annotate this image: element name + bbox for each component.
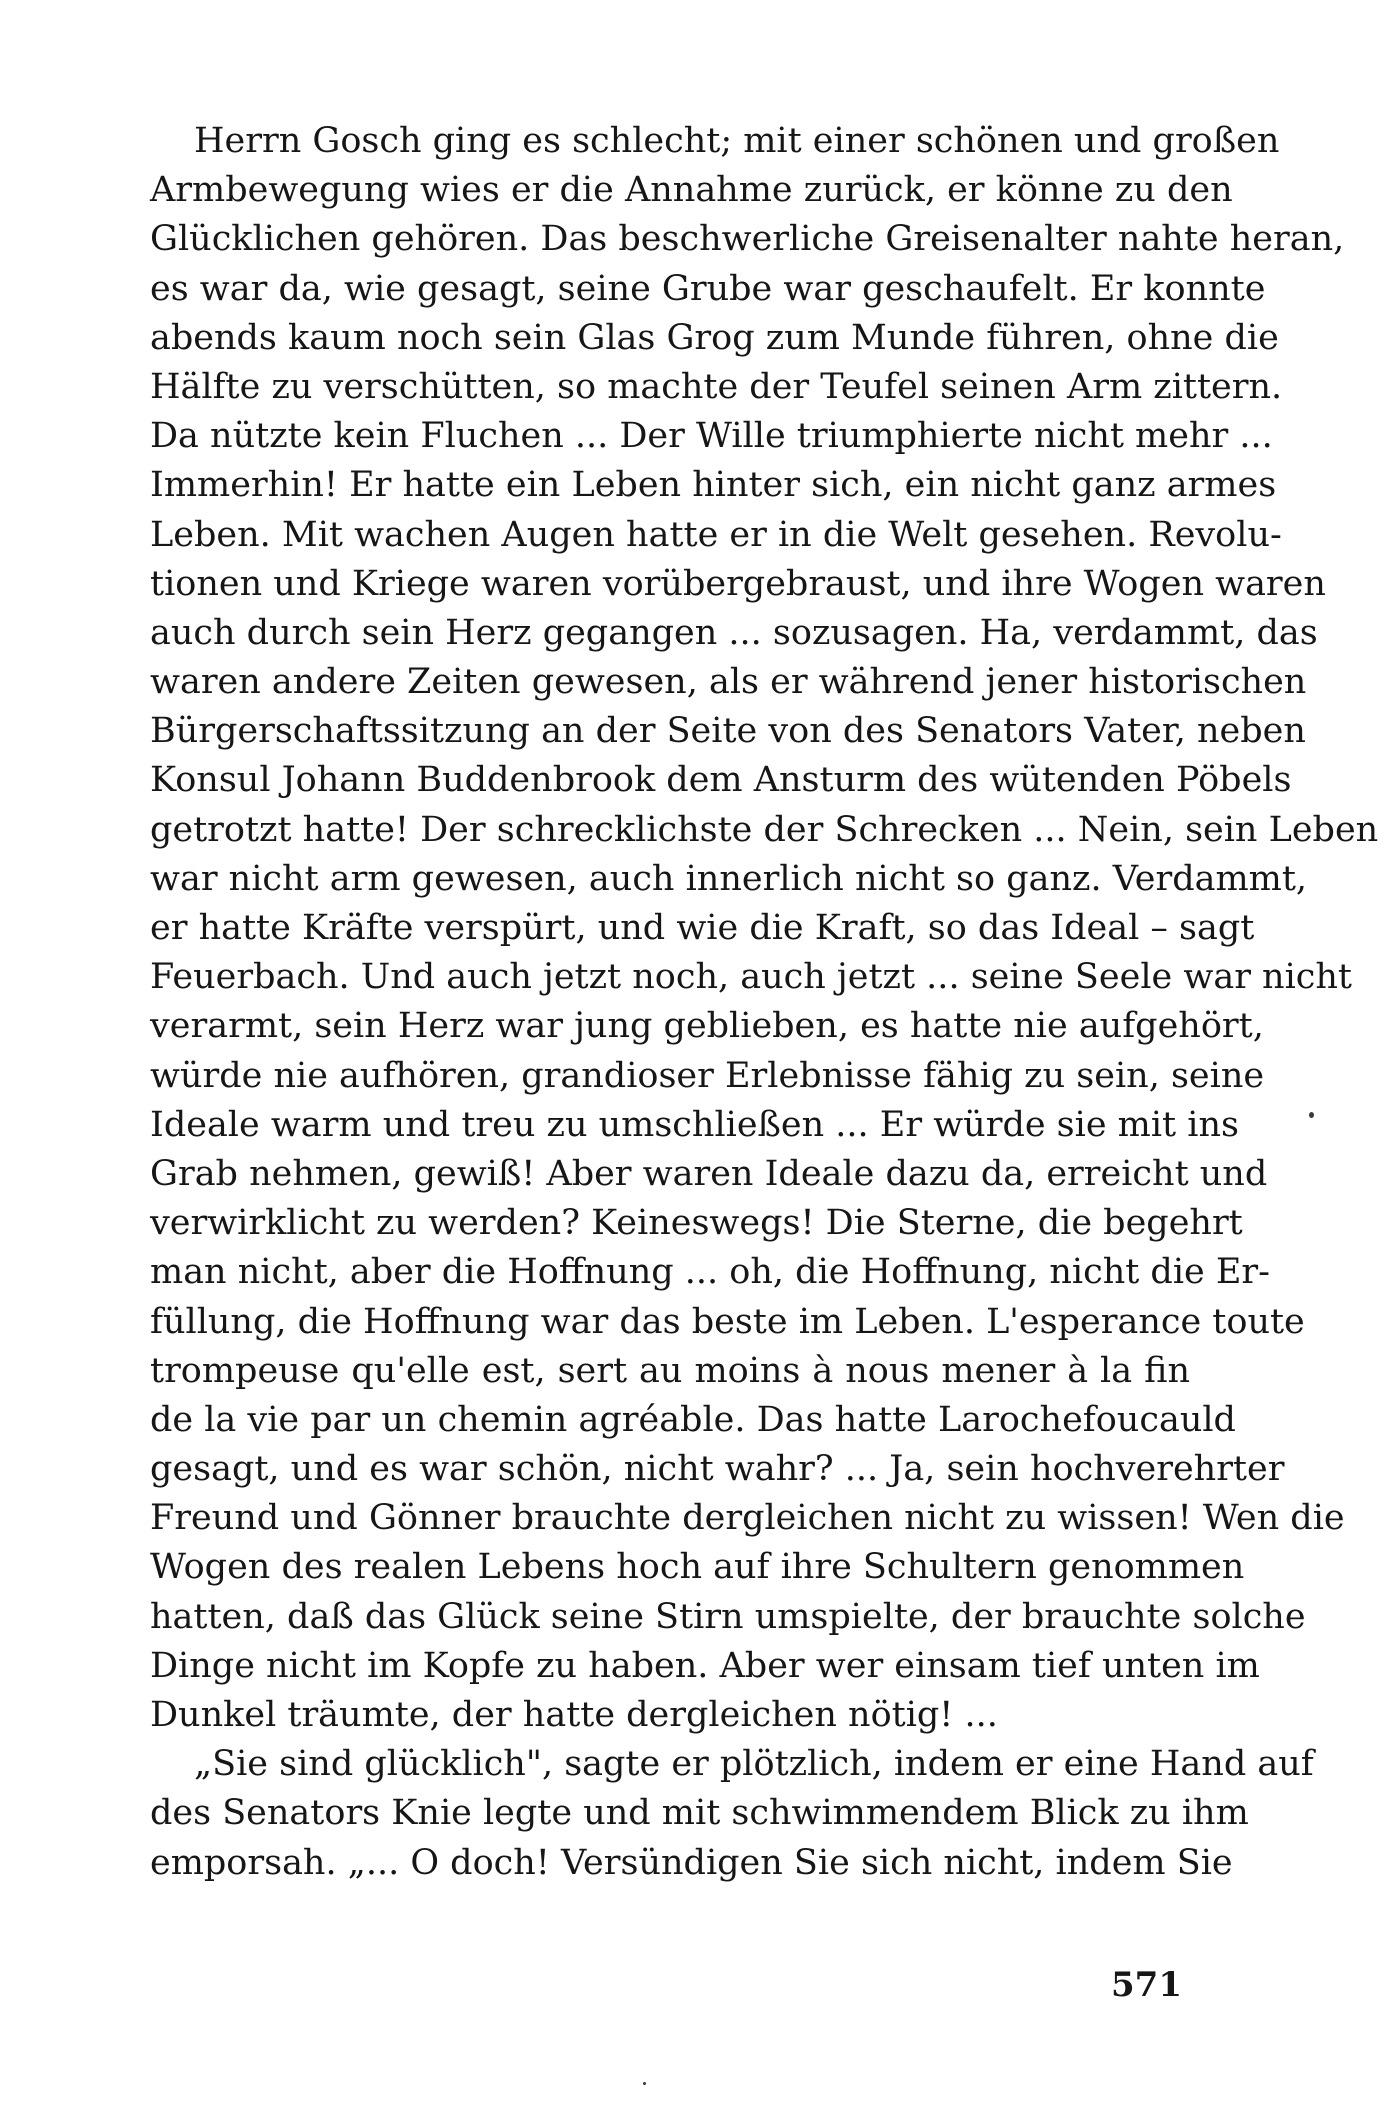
text-line: „Sie sind glücklich", sagte er plötzlich, indem er eine Hand auf bbox=[194, 1744, 1314, 1785]
text-line: Armbewegung wies er die Annahme zurück, er könne zu den bbox=[150, 170, 1233, 211]
text-line: Immerhin! Er hatte ein Leben hinter sich, ein nicht ganz armes bbox=[150, 465, 1277, 506]
text-line: emporsah. „... O doch! Versündigen Sie sich nicht, indem Sie bbox=[150, 1842, 1233, 1883]
text-line: Da nützte kein Fluchen ... Der Wille triumphierte nicht mehr ... bbox=[150, 416, 1273, 457]
text-line: würde nie aufhören, grandioser Erlebnisse fähig zu sein, seine bbox=[150, 1055, 1265, 1096]
text-line: füllung, die Hoffnung war das beste im Leben. L'esperance toute bbox=[150, 1301, 1305, 1342]
text-line: verarmt, sein Herz war jung geblieben, es hatte nie aufgehört, bbox=[150, 1006, 1264, 1047]
text-line: gesagt, und es war schön, nicht wahr? ... Ja, sein hochverehrter bbox=[150, 1449, 1285, 1490]
text-line: es war da, wie gesagt, seine Grube war geschaufelt. Er konnte bbox=[150, 268, 1266, 309]
text-line: Bürgerschaftssitzung an der Seite von des Senators Vater, neben bbox=[150, 711, 1306, 752]
text-line: verwirklicht zu werden? Keineswegs! Die Sterne, die begehrt bbox=[150, 1203, 1243, 1244]
text-line: er hatte Kräfte verspürt, und wie die Kraft, so das Ideal – sagt bbox=[150, 908, 1255, 948]
text-line: Glücklichen gehören. Das beschwerliche Greisenalter nahte heran, bbox=[150, 219, 1345, 260]
text-line: de la vie par un chemin agréable. Das hatte Larochefoucauld bbox=[150, 1399, 1236, 1440]
ink-speck bbox=[1309, 1112, 1314, 1118]
text-line: auch durch sein Herz gegangen ... sozusagen. Ha, verdammt, das bbox=[150, 612, 1318, 653]
text-line: hatten, daß das Glück seine Stirn umspielte, der brauchte solche bbox=[150, 1596, 1306, 1637]
text-line: trompeuse qu'elle est, sert au moins à nous mener à la fin bbox=[150, 1350, 1190, 1391]
text-line: war nicht arm gewesen, auch innerlich nicht so ganz. Verdammt, bbox=[150, 858, 1308, 899]
text-line: Freund und Gönner brauchte dergleichen nicht zu wissen! Wen die bbox=[150, 1498, 1345, 1539]
ink-speck bbox=[643, 2082, 646, 2085]
text-line: getrotzt hatte! Der schrecklichste der Schrecken ... Nein, sein Leben bbox=[150, 809, 1379, 850]
text-line: man nicht, aber die Hoffnung ... oh, die Hoffnung, nicht die Er- bbox=[150, 1252, 1270, 1293]
text-line: Ideale warm und treu zu umschließen ... Er würde sie mit ins bbox=[150, 1104, 1239, 1145]
body-text bbox=[150, 117, 1379, 1888]
text-line: des Senators Knie legte und mit schwimmendem Blick zu ihm bbox=[150, 1793, 1249, 1834]
text-line: Dinge nicht im Kopfe zu haben. Aber wer einsam tief unten im bbox=[150, 1645, 1260, 1686]
text-line: Leben. Mit wachen Augen hatte er in die Welt gesehen. Revolu- bbox=[150, 514, 1282, 555]
page-number: 571 bbox=[1111, 1965, 1182, 2005]
text-line: waren andere Zeiten gewesen, als er während jener historischen bbox=[150, 662, 1307, 703]
text-line: Dunkel träumte, der hatte dergleichen nötig! ... bbox=[150, 1695, 998, 1735]
text-line: Hälfte zu verschütten, so machte der Teufel seinen Arm zittern. bbox=[150, 366, 1283, 407]
text-line: tionen und Kriege waren vorübergebraust, und ihre Wogen waren bbox=[150, 563, 1326, 604]
text-line: Wogen des realen Lebens hoch auf ihre Schultern genommen bbox=[150, 1547, 1245, 1588]
text-line: abends kaum noch sein Glas Grog zum Munde führen, ohne die bbox=[150, 317, 1279, 358]
text-line: Grab nehmen, gewiß! Aber waren Ideale dazu da, erreicht und bbox=[150, 1153, 1268, 1194]
text-line: Feuerbach. Und auch jetzt noch, auch jetzt ... seine Seele war nicht bbox=[150, 957, 1352, 998]
text-line: Konsul Johann Buddenbrook dem Ansturm des wütenden Pöbels bbox=[150, 760, 1292, 801]
text-line: Herrn Gosch ging es schlecht; mit einer schönen und großen bbox=[194, 121, 1280, 161]
